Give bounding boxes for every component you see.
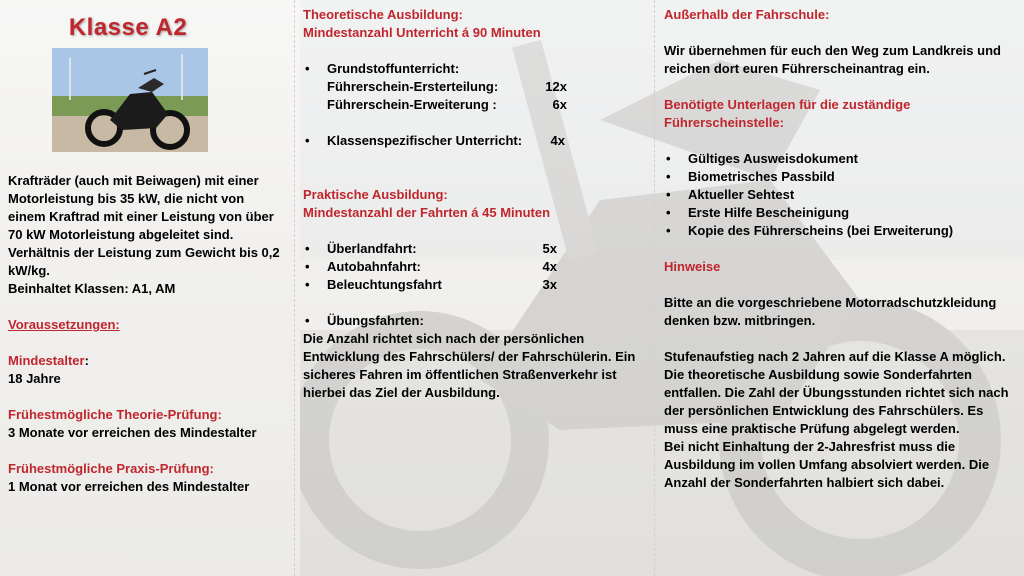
theory-exam-label: Frühestmögliche Theorie-Prüfung: xyxy=(8,407,222,422)
column-training xyxy=(294,0,654,576)
exercise-text: Die Anzahl richtet sich nach der persönlichen Entwicklung des Fahrschülers/ der Fahrschülerin. Ein sicheres Fahren im öffentlichen Straßenverkehr ist hierbei das Ziel der Ausbildung. xyxy=(303,331,636,400)
theory-subheading: Mindestanzahl Unterricht á 90 Minuten xyxy=(303,25,541,40)
outside-text: Wir übernehmen für euch den Weg zum Landkreis und reichen dort euren Führerscheinantrag ein. xyxy=(664,43,1001,76)
list-item: • Überlandfahrt: 5x xyxy=(303,240,557,258)
notes-text-deadline: Bei nicht Einhaltung der 2-Jahresfrist muss die Ausbildung im vollen Umfang absolviert werden. Die Anzahl der Sonderfahrten halbiert sich dabei. xyxy=(664,439,990,490)
list-item: Führerschein-Ersterteilung: 12x xyxy=(327,79,567,94)
theory-heading: Theoretische Ausbildung: xyxy=(303,7,463,22)
theory-exam-value: 3 Monate vor erreichen des Mindestalter xyxy=(8,425,257,440)
outside-heading: Außerhalb der Fahrschule: xyxy=(664,7,830,22)
practice-exam-value: 1 Monat vor erreichen des Mindestalter xyxy=(8,479,250,494)
list-item: • Klassenspezifischer Unterricht: 4x xyxy=(303,132,565,150)
min-age-colon: : xyxy=(84,353,89,368)
list-item: • Biometrisches Passbild xyxy=(664,168,1016,186)
min-age-label: Mindestalter xyxy=(8,353,85,368)
notes-heading: Hinweise xyxy=(664,259,721,274)
notes-text-clothing: Bitte an die vorgeschriebene Motorradschutzkleidung denken bzw. mitbringen. xyxy=(664,295,997,328)
class-description: Krafträder (auch mit Beiwagen) mit einer Motorleistung bis 35 kW, die nicht von einem Kraftrad mit einer Leistung von über 70 kW Motorleistung abgeleitet sind. Verhältnis der Leistung zum Gewicht bis 0,2 kW/kg. xyxy=(8,173,280,278)
documents-heading: Benötigte Unterlagen für die zuständige Führerscheinstelle: xyxy=(664,97,911,130)
list-item: • Übungsfahrten: xyxy=(303,312,646,330)
list-item: • Grundstoffunterricht: xyxy=(303,60,565,78)
list-item: • Autobahnfahrt: 4x xyxy=(303,258,557,276)
column-notes xyxy=(654,0,1024,576)
list-item: • Gültiges Ausweisdokument xyxy=(664,150,1016,168)
notes-text-upgrade: Stufenaufstieg nach 2 Jahren auf die Klasse A möglich. Die theoretische Ausbildung sowie Sonderfahrten entfallen. Die Zahl der Übungsstunden richtet sich nach der persönlichen Entwicklung des Fahrschülers. Es muss eine praktische Prüfung abgelegt werden. xyxy=(664,349,1009,436)
column-class-info xyxy=(0,0,294,576)
motorcycle-photo xyxy=(52,48,208,152)
list-item: Führerschein-Erweiterung : 6x xyxy=(327,97,567,112)
practice-subheading: Mindestanzahl der Fahrten á 45 Minuten xyxy=(303,205,551,220)
page-title: Klasse A2 xyxy=(68,14,188,41)
requirements-heading: Voraussetzungen: xyxy=(8,317,120,332)
min-age-value: 18 Jahre xyxy=(8,371,61,386)
list-item: • Kopie des Führerscheins (bei Erweiterung) xyxy=(664,222,1016,240)
included-classes: Beinhaltet Klassen: A1, AM xyxy=(8,281,176,296)
practice-exam-label: Frühestmögliche Praxis-Prüfung: xyxy=(8,461,214,476)
list-item: • Beleuchtungsfahrt 3x xyxy=(303,276,557,294)
list-item: • Erste Hilfe Bescheinigung xyxy=(664,204,1016,222)
practice-heading: Praktische Ausbildung: xyxy=(303,187,448,202)
list-item: • Aktueller Sehtest xyxy=(664,186,1016,204)
